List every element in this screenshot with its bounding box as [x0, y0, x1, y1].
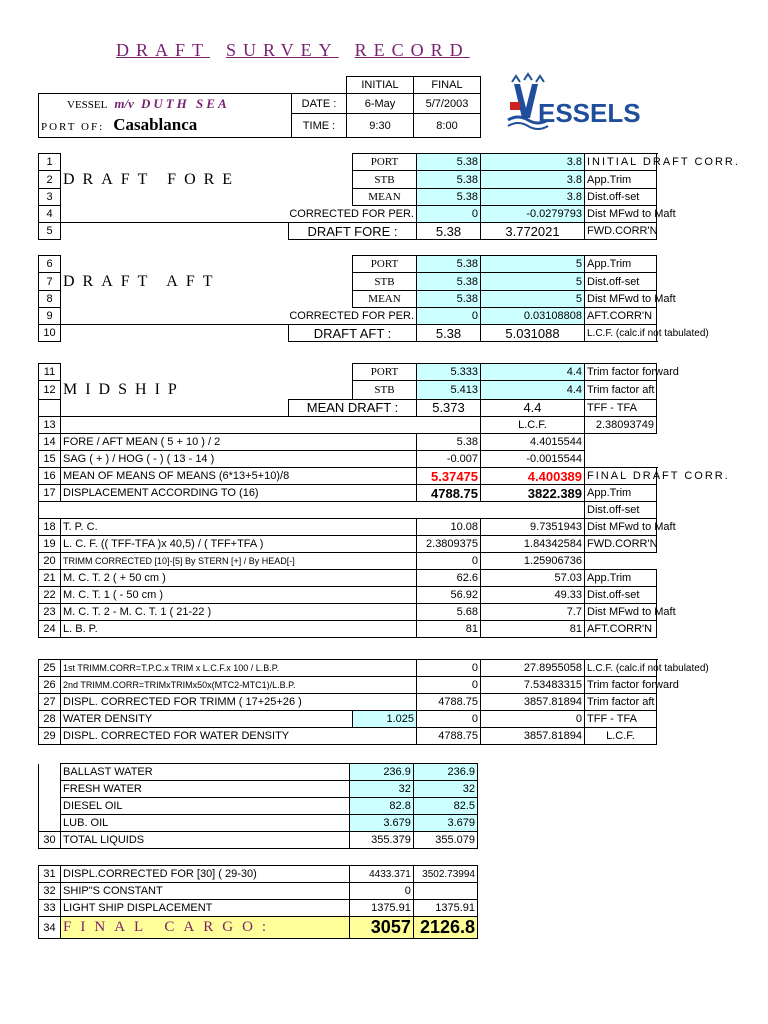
mid-result-label: MEAN DRAFT :: [289, 399, 417, 416]
row-number: 8: [39, 291, 61, 308]
row-number: 1: [39, 154, 61, 171]
time-initial: 9:30: [347, 114, 414, 138]
calc-initial: 4788.75: [417, 485, 481, 502]
calc-label: FORE / AFT MEAN ( 5 + 10 ) / 2: [61, 434, 417, 451]
final-final: 1375.91: [413, 900, 477, 917]
date-initial: 6-May: [347, 94, 414, 114]
fore-final: 3.772021: [481, 223, 585, 240]
row-number: [39, 815, 61, 832]
aft-initial: 5.38: [417, 256, 481, 273]
row-number: 30: [39, 832, 61, 849]
calc-final: 1.25906736: [481, 553, 585, 570]
vessel-name: DUTH SEA: [140, 95, 230, 111]
aft-final: 0.03108808: [481, 308, 585, 325]
row-number: 2: [39, 171, 61, 189]
trim-label: WATER DENSITY: [61, 711, 353, 728]
trim-final: 0: [481, 711, 585, 728]
fore-right-label: Dist.off-set: [585, 189, 657, 206]
final-initial: 4433.371: [349, 866, 413, 883]
blank-cell: [585, 553, 657, 570]
fore-title: DRAFT FORE: [61, 171, 353, 189]
fore-right-label: INITIAL DRAFT CORR.: [585, 154, 657, 171]
calc-right-label: Dist.off-set: [585, 587, 657, 604]
row-number: [39, 764, 61, 781]
row-number: 19: [39, 536, 61, 553]
vessel-prefix: m/v: [114, 95, 134, 111]
title-word: RECORD: [354, 40, 470, 60]
calc-right-label: App.Trim: [585, 485, 657, 502]
calc-right-label: FINAL DRAFT CORR.: [585, 468, 657, 485]
initial-header: INITIAL: [347, 77, 414, 94]
blank-cell: [61, 189, 353, 206]
calc-label: SAG ( + ) / HOG ( - ) ( 13 - 14 ): [61, 451, 417, 468]
row-number: 13: [39, 416, 61, 433]
time-label: TIME :: [292, 114, 347, 138]
calc-right-label: AFT.CORR'N: [585, 621, 657, 638]
row-number: 9: [39, 308, 61, 325]
row-number: 25: [39, 660, 61, 677]
calc-right-label: App.Trim: [585, 570, 657, 587]
calc-right-label: Dist.off-set: [585, 502, 657, 519]
final-label: LIGHT SHIP DISPLACEMENT: [61, 900, 350, 917]
fore-initial: 5.38: [417, 189, 481, 206]
mid-right-value: 2.38093749: [585, 416, 657, 433]
final-label: SHIP"S CONSTANT: [61, 883, 350, 900]
row-number: 10: [39, 325, 61, 342]
trim-initial: 4788.75: [417, 694, 481, 711]
calc-label: T. P. C.: [61, 519, 417, 536]
calc-final: 81: [481, 621, 585, 638]
liquid-final: 355.079: [413, 832, 477, 849]
calc-final: 3822.389: [481, 485, 585, 502]
trim-label: DISPL. CORRECTED FOR WATER DENSITY: [61, 728, 417, 745]
aft-final: 5: [481, 291, 585, 308]
calc-initial: 5.37475: [417, 468, 481, 485]
fore-final: 3.8: [481, 171, 585, 189]
mid-row-label: PORT: [353, 364, 417, 381]
row-number: 21: [39, 570, 61, 587]
row-number: 7: [39, 273, 61, 291]
liquid-label: FRESH WATER: [61, 781, 350, 798]
port-cell: [39, 114, 292, 138]
trim-final: 7.53483315: [481, 677, 585, 694]
blank-cell: [61, 291, 353, 308]
final-final: [413, 883, 477, 900]
mid-right-label: L.C.F.: [481, 416, 585, 433]
port-name: Casablanca: [113, 115, 198, 135]
calc-label: TRIMM CORRECTED [10]-[5] By STERN [+] / By HEAD[-]: [61, 553, 417, 570]
fore-right-label: App.Trim: [585, 171, 657, 189]
mid-right-label: Trim factor aft: [585, 381, 657, 400]
liquid-initial: 355.379: [349, 832, 413, 849]
calc-label: L. C. F. (( TFF-TFA )x 40,5) / ( TFF+TFA ): [61, 536, 417, 553]
calc-initial: 62.6: [417, 570, 481, 587]
liquid-initial: 82.8: [349, 798, 413, 815]
trim-right-label: Trim factor forward: [585, 677, 657, 694]
vessel-cell: [39, 94, 292, 114]
liquid-initial: 3.679: [349, 815, 413, 832]
row-number: 18: [39, 519, 61, 536]
calc-label: M. C. T. 2 ( + 50 cm ): [61, 570, 417, 587]
row-number: 15: [39, 451, 61, 468]
aft-right-label: AFT.CORR'N: [585, 308, 657, 325]
aft-row-label: STB: [353, 273, 417, 291]
aft-initial: 5.38: [417, 325, 481, 342]
aft-right-label: L.C.F. (calc.if not tabulated): [585, 325, 657, 342]
final-cargo-initial: 3057: [349, 917, 413, 939]
vessels-logo: [508, 74, 641, 134]
calc-right-label: Dist MFwd to Maft: [585, 604, 657, 621]
aft-right-label: App.Trim: [585, 256, 657, 273]
calc-final: 49.33: [481, 587, 585, 604]
time-final: 8:00: [414, 114, 481, 138]
date-final: 5/7/2003: [414, 94, 481, 114]
blank-cell: [417, 502, 481, 519]
blank-cell: [61, 325, 289, 342]
trim-right-label: L.C.F.: [585, 728, 657, 745]
liquid-label: BALLAST WATER: [61, 764, 350, 781]
row-number: 3: [39, 189, 61, 206]
aft-initial: 0: [417, 308, 481, 325]
logo-text: ESSELS: [538, 98, 641, 128]
fore-final: -0.0279793: [481, 206, 585, 223]
fore-result-label: DRAFT FORE :: [289, 223, 417, 240]
liquid-final: 236.9: [413, 764, 477, 781]
mid-right-label: TFF - TFA: [585, 399, 657, 416]
row-number: 26: [39, 677, 61, 694]
aft-title: DRAFT AFT: [61, 273, 353, 291]
final-final: 3502.73994: [413, 866, 477, 883]
calc-label: M. C. T. 2 - M. C. T. 1 ( 21-22 ): [61, 604, 417, 621]
calc-label: DISPLACEMENT ACCORDING TO (16): [61, 485, 417, 502]
water-density-value: 1.025: [353, 711, 417, 728]
port-label: PORT OF:: [41, 121, 105, 134]
calc-final: -0.0015544: [481, 451, 585, 468]
blank-cell: [61, 364, 353, 381]
aft-right-label: Dist MFwd to Maft: [585, 291, 657, 308]
trim-initial: 0: [417, 711, 481, 728]
header-columns: [346, 76, 481, 94]
fore-initial: 5.38: [417, 223, 481, 240]
fore-row-label: STB: [353, 171, 417, 189]
mid-row-label: STB: [353, 381, 417, 400]
blank-cell: [481, 502, 585, 519]
calc-label: MEAN OF MEANS OF MEANS (6*13+5+10)/8: [61, 468, 417, 485]
liquid-initial: 32: [349, 781, 413, 798]
fore-initial: 0: [417, 206, 481, 223]
aft-right-label: Dist.off-set: [585, 273, 657, 291]
row-number: 6: [39, 256, 61, 273]
aft-row-label: CORRECTED FOR PER.: [61, 308, 417, 325]
liquids-table: [38, 763, 478, 849]
vessel-header: [38, 93, 481, 138]
fore-initial: 5.38: [417, 171, 481, 189]
blank-cell: [585, 451, 657, 468]
row-number: [39, 502, 61, 519]
final-cargo-label: FINAL CARGO:: [61, 917, 350, 939]
calc-initial: 56.92: [417, 587, 481, 604]
liquid-initial: 236.9: [349, 764, 413, 781]
final-initial: 1375.91: [349, 900, 413, 917]
final-initial: 0: [349, 883, 413, 900]
liquid-final: 82.5: [413, 798, 477, 815]
final-cargo-final: 2126.8: [413, 917, 477, 939]
liquid-label: LUB. OIL: [61, 815, 350, 832]
calc-final: 9.7351943: [481, 519, 585, 536]
row-number: 32: [39, 883, 61, 900]
calc-final: 7.7: [481, 604, 585, 621]
trim-label: 1st TRIMM.CORR=T.P.C.x TRIM x L.C.F.x 100 / L.B.P.: [61, 660, 417, 677]
blank-cell: [61, 154, 353, 171]
final-label: DISPL.CORRECTED FOR [30] ( 29-30): [61, 866, 350, 883]
mid-right-label: Trim factor forward: [585, 364, 657, 381]
date-label: DATE :: [292, 94, 347, 114]
calc-final: 4.4015544: [481, 434, 585, 451]
blank-cell: [61, 416, 481, 433]
calc-label: L. B. P.: [61, 621, 417, 638]
aft-final: 5.031088: [481, 325, 585, 342]
liquid-final: 3.679: [413, 815, 477, 832]
blank-cell: [61, 256, 353, 273]
blank-cell: [61, 399, 289, 416]
fore-final: 3.8: [481, 154, 585, 171]
aft-table: [38, 255, 709, 342]
final-header: FINAL: [414, 77, 481, 94]
trim-table: [38, 659, 709, 745]
blank-cell: [585, 434, 657, 451]
calc-initial: 2.3809375: [417, 536, 481, 553]
fore-right-label: Dist MFwd to Maft: [585, 206, 657, 223]
row-number: 22: [39, 587, 61, 604]
aft-final: 5: [481, 273, 585, 291]
fore-row-label: CORRECTED FOR PER.: [61, 206, 417, 223]
fore-final: 3.8: [481, 189, 585, 206]
liquid-label: TOTAL LIQUIDS: [61, 832, 350, 849]
calc-initial: 5.68: [417, 604, 481, 621]
vessel-label: VESSEL: [67, 98, 108, 111]
row-number: 28: [39, 711, 61, 728]
row-number: 27: [39, 694, 61, 711]
aft-row-label: MEAN: [353, 291, 417, 308]
trim-right-label: Trim factor aft: [585, 694, 657, 711]
row-number: 14: [39, 434, 61, 451]
liquid-final: 32: [413, 781, 477, 798]
calc-label: M. C. T. 1 ( - 50 cm ): [61, 587, 417, 604]
calc-final: 4.400389: [481, 468, 585, 485]
row-number: 24: [39, 621, 61, 638]
row-number: [39, 399, 61, 416]
row-number: 16: [39, 468, 61, 485]
calc-right-label: Dist MFwd to Maft: [585, 519, 657, 536]
aft-initial: 5.38: [417, 273, 481, 291]
calc-label: [61, 502, 417, 519]
row-number: 11: [39, 364, 61, 381]
mid-final: 4.4: [481, 364, 585, 381]
row-number: [39, 798, 61, 815]
row-number: [39, 781, 61, 798]
calc-initial: 0: [417, 553, 481, 570]
mid-initial: 5.333: [417, 364, 481, 381]
blank-cell: [61, 223, 289, 240]
row-number: 12: [39, 381, 61, 400]
title-word: SURVEY: [226, 40, 339, 60]
fore-row-label: PORT: [353, 154, 417, 171]
row-number: 20: [39, 553, 61, 570]
trim-final: 27.8955058: [481, 660, 585, 677]
calc-initial: 10.08: [417, 519, 481, 536]
calc-final: 1.84342584: [481, 536, 585, 553]
trim-right-label: TFF - TFA: [585, 711, 657, 728]
row-number: 33: [39, 900, 61, 917]
aft-result-label: DRAFT AFT :: [289, 325, 417, 342]
row-number: 17: [39, 485, 61, 502]
row-number: 29: [39, 728, 61, 745]
trim-initial: 0: [417, 677, 481, 694]
calc-initial: -0.007: [417, 451, 481, 468]
trim-label: 2nd TRIMM.CORR=TRIMxTRIMx50x(MTC2-MTC1)/L.B.P.: [61, 677, 417, 694]
calc-right-label: FWD.CORR'N: [585, 536, 657, 553]
aft-final: 5: [481, 256, 585, 273]
row-number: 4: [39, 206, 61, 223]
row-number: 34: [39, 917, 61, 939]
calc-table: [38, 433, 730, 638]
calc-initial: 5.38: [417, 434, 481, 451]
mid-final: 4.4: [481, 381, 585, 400]
page-title: [116, 40, 486, 61]
trim-final: 3857.81894: [481, 728, 585, 745]
aft-initial: 5.38: [417, 291, 481, 308]
mid-table: [38, 363, 679, 434]
trim-initial: 4788.75: [417, 728, 481, 745]
mid-initial: 5.373: [417, 399, 481, 416]
mid-final: 4.4: [481, 399, 585, 416]
row-number: 31: [39, 866, 61, 883]
final-table: [38, 865, 478, 939]
fore-right-label: FWD.CORR'N: [585, 223, 657, 240]
mid-title: MIDSHIP: [61, 381, 353, 400]
mid-initial: 5.413: [417, 381, 481, 400]
liquid-label: DIESEL OIL: [61, 798, 350, 815]
trim-initial: 0: [417, 660, 481, 677]
calc-final: 57.03: [481, 570, 585, 587]
aft-row-label: PORT: [353, 256, 417, 273]
fore-table: [38, 153, 740, 240]
fore-initial: 5.38: [417, 154, 481, 171]
row-number: 23: [39, 604, 61, 621]
fore-row-label: MEAN: [353, 189, 417, 206]
calc-initial: 81: [417, 621, 481, 638]
trim-label: DISPL. CORRECTED FOR TRIMM ( 17+25+26 ): [61, 694, 417, 711]
row-number: 5: [39, 223, 61, 240]
title-word: DRAFT: [116, 40, 211, 60]
trim-right-label: L.C.F. (calc.if not tabulated): [585, 660, 657, 677]
trim-final: 3857.81894: [481, 694, 585, 711]
